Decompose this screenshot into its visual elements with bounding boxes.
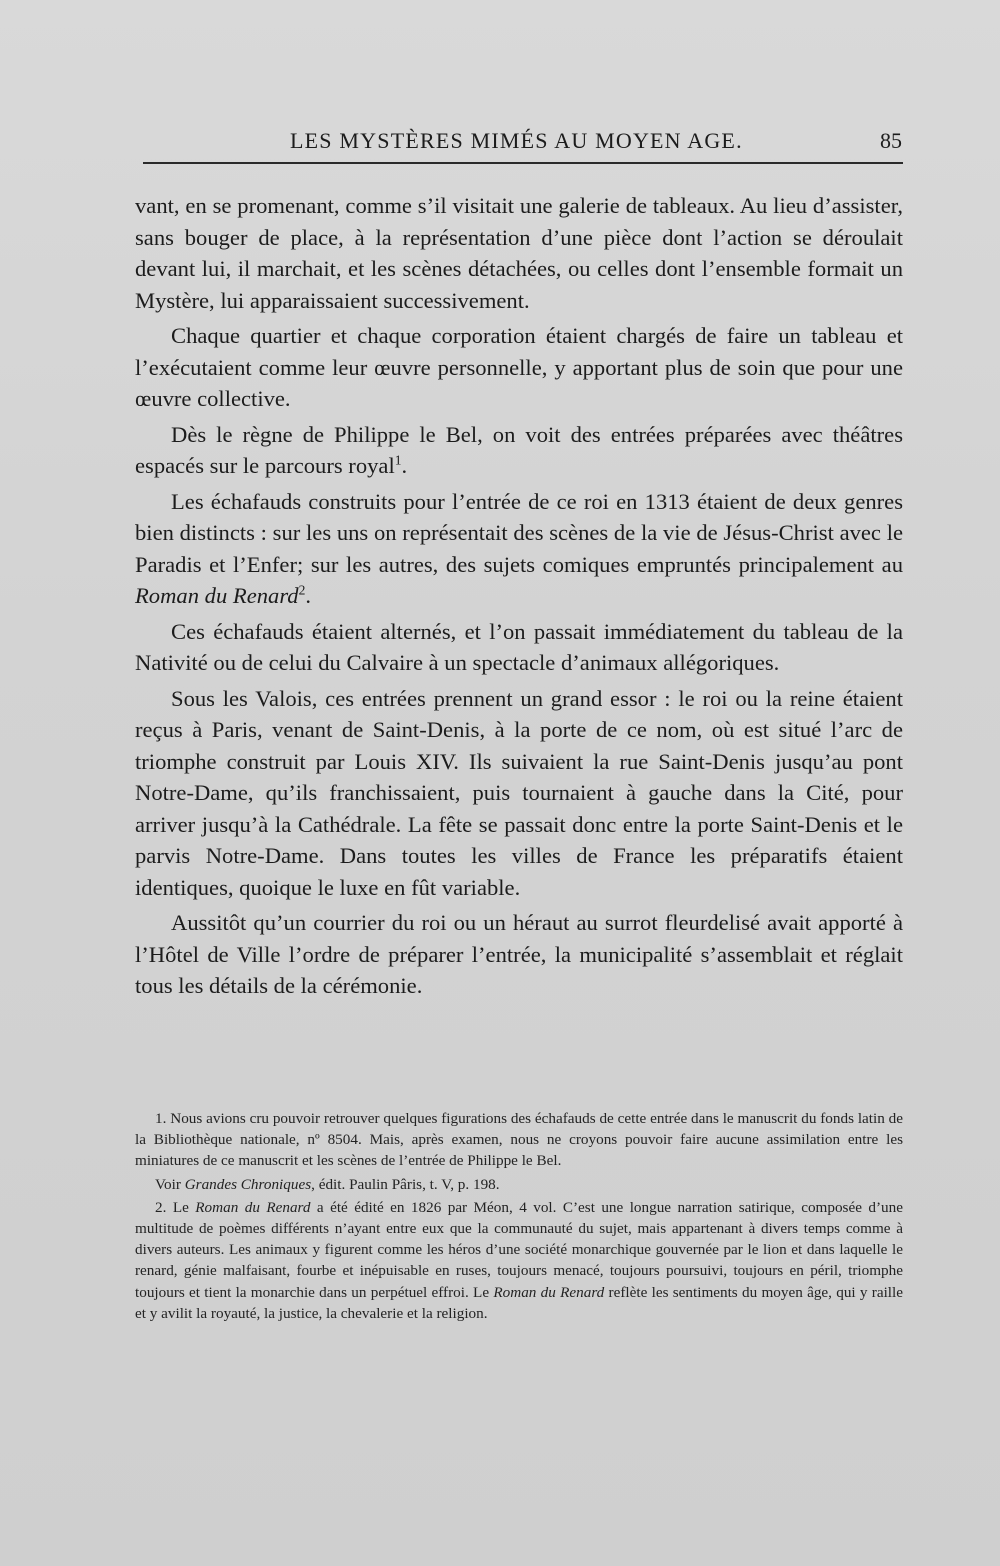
footnote-1-ref-post: , édit. Paulin Pâris, t. V, p. 198. <box>311 1175 500 1193</box>
footnote-2-pre: 2. Le <box>155 1198 196 1216</box>
paragraph-3 <box>135 419 903 482</box>
footnote-ref-1[interactable]: 1 <box>394 452 402 468</box>
footnote-2-mid: a été édité en 1826 par Méon, 4 vol. C’est une longue narration satirique, composée d’une multitude de poèmes différents n’ayant entre eux que la communauté du sujet, mais appartenant à divers temps comme à divers auteurs. Les animaux y figurent comme les héros d’une société monarchique gouvernée par le lion et dans laquelle le renard, génie malfaisant, fourbe et inépuisable en ruses, toujours menacé, toujours poursuivi, toujours en péril, triomphe toujours et tient la monarchie dans un perpétuel effroi. Le <box>135 1198 903 1301</box>
page-header <box>0 124 1000 164</box>
paragraph-4 <box>135 486 903 612</box>
footnote-2 <box>135 1197 903 1324</box>
paragraph-2: Chaque quartier et chaque corporation étaient chargés de faire un tableau et l’exécutaient comme leur œuvre personnelle, y apportant plus de soin que pour une œuvre collective. <box>135 323 903 411</box>
footnote-2-post: reflète les sentiments du moyen âge, qui y raille et y avilit la royauté, la justice, la chevalerie et la religion. <box>135 1283 903 1322</box>
paragraph-1: vant, en se promenant, comme s’il visitait une galerie de tableaux. Au lieu d’assister, sans bouger de place, à la représentation d’une pièce dont l’action se déroulait devant lui, il marchait, et les scènes détachées, ou celles dont l’ensemble formait un Mystère, lui apparaissaient successivement. <box>135 193 903 313</box>
footnote-2-title-1: Roman du Renard <box>195 1198 311 1216</box>
footnote-1-reference <box>135 1174 903 1195</box>
paragraph-4-end: . <box>305 583 312 608</box>
paragraph-4-text: Les échafauds construits pour l’entrée de ce roi en 1313 étaient de deux genres bien distincts : sur les uns on représentait des scènes de la vie de Jésus-Christ avec le Paradis et l’Enfer; sur les autres, des sujets comiques empruntés principalement au <box>135 488 903 577</box>
paragraph-3-end: . <box>401 453 408 478</box>
paragraph-4-title: Roman du Renard <box>135 583 299 608</box>
footnote-ref-2[interactable]: 2 <box>298 582 306 598</box>
footnotes <box>135 1108 903 1326</box>
paragraph-5: Ces échafauds étaient alternés, et l’on passait immédiatement du tableau de la Nativité ou de celui du Calvaire à un spectacle d’animaux allégoriques. <box>135 618 903 675</box>
paragraph-7: Aussitôt qu’un courrier du roi ou un héraut au surrot fleurdelisé avait apporté à l’Hôtel de Ville l’ordre de préparer l’entrée, la municipalité s’assemblait et réglait tous les détails de la cérémonie. <box>135 910 903 998</box>
main-text <box>135 190 903 1006</box>
paragraph-3-text: Dès le règne de Philippe le Bel, on voit des entrées préparées avec théâtres espacés sur le parcours royal <box>135 421 903 478</box>
page-number: 85 <box>880 128 902 153</box>
running-title: LES MYSTÈRES MIMÉS AU MOYEN AGE. <box>290 128 743 153</box>
footnote-1-ref-pre: Voir <box>155 1175 185 1193</box>
paragraph-6: Sous les Valois, ces entrées prennent un grand essor : le roi ou la reine étaient reçus à Paris, venant de Saint-Denis, à la porte de ce nom, où est situé l’arc de triomphe construit par Louis XIV. Ils suivaient la rue Saint-Denis jusqu’au pont Notre-Dame, qu’ils franchissaient, puis tournaient à gauche dans la Cité, pour arriver jusqu’à la Cathédrale. La fête se passait donc entre la porte Saint-Denis et le parvis Notre-Dame. Dans toutes les villes de France les préparatifs étaient identiques, quoique le luxe en fût variable. <box>135 685 903 900</box>
footnote-1-ref-title: Grandes Chroniques <box>184 1175 312 1193</box>
footnote-2-title-2: Roman du Renard <box>493 1283 605 1301</box>
footnote-1: 1. Nous avions cru pouvoir retrouver quelques figurations des échafauds de cette entrée dans le manuscrit du fonds latin de la Bibliothèque nationale, nº 8504. Mais, après examen, nous ne croyons pouvoir faire aucune assimilation entre les miniatures de ce manuscrit et les scènes de l’entrée de Philippe le Bel. <box>135 1110 903 1170</box>
header-rule <box>143 162 903 164</box>
